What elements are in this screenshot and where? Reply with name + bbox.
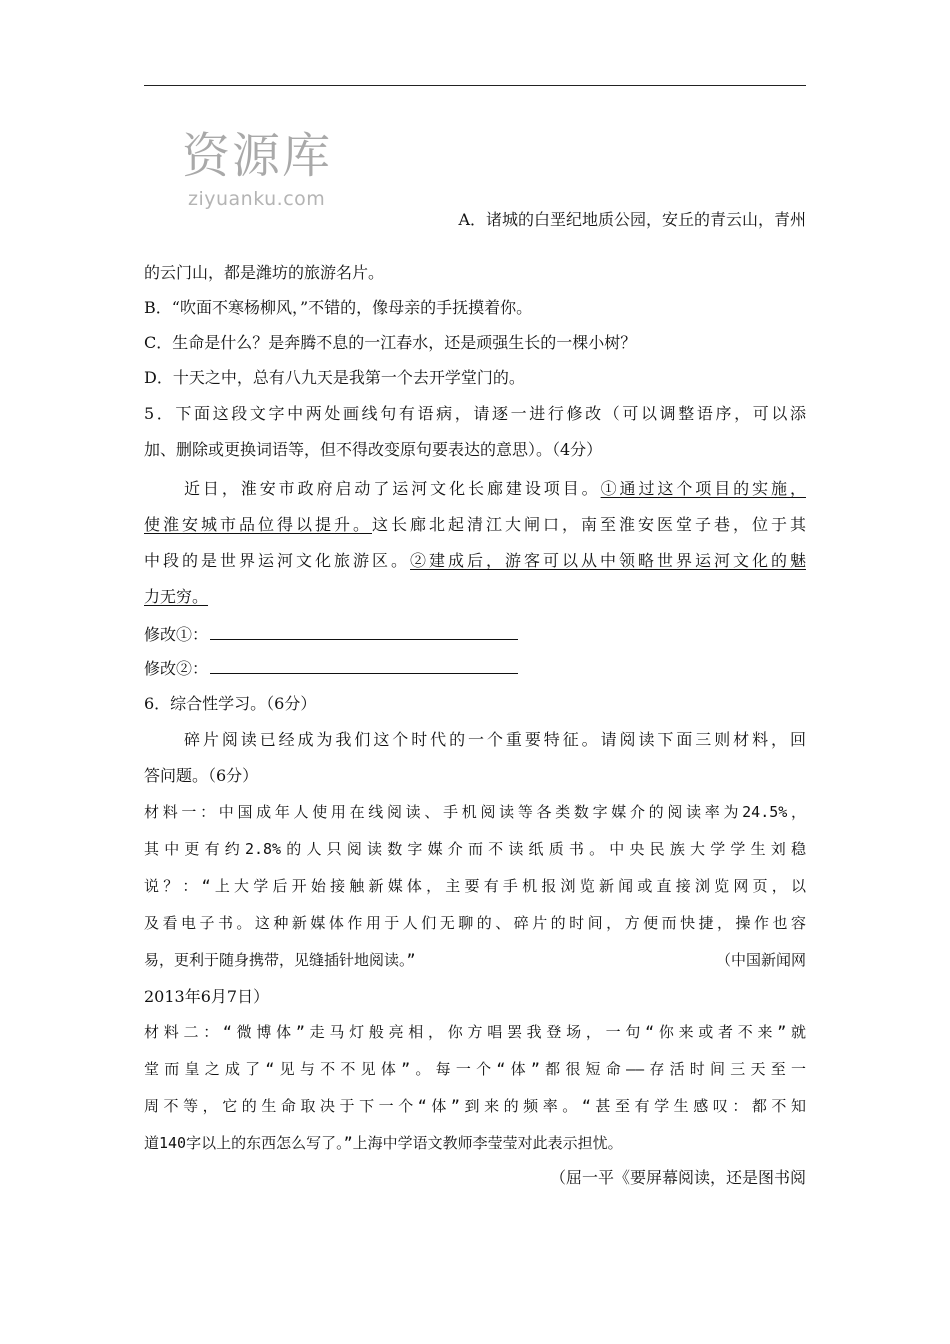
material-1-text: 易，更利于随身携带，见缝插针地阅读。” bbox=[144, 951, 416, 969]
option-a-line1: A．诸城的白垩纪地质公园，安丘的青云山，青州 bbox=[458, 210, 806, 229]
fix-1-row bbox=[144, 623, 806, 646]
option-b: B．“吹面不寒杨柳风，”不错的，像母亲的手抚摸着你。 bbox=[144, 298, 533, 317]
question-5-line2: 加、删除或更换词语等，但不得改变原句要表达的意思）。（4分） bbox=[144, 440, 603, 459]
material-2-source: （屈一平《要屏幕阅读，还是图书阅 bbox=[549, 1168, 806, 1187]
option-d: D．十天之中，总有八九天是我第一个去开学堂门的。 bbox=[144, 368, 525, 387]
underlined-sentence-1: ①通过这个项目的实施， bbox=[600, 479, 806, 498]
logo-chinese-text: 资源库 bbox=[182, 128, 333, 184]
material-1-line4: 及看电子书。这种新媒体作用于人们无聊的、碎片的时间，方便而快捷，操作也容 bbox=[144, 914, 806, 932]
option-a-line2: 的云门山，都是潍坊的旅游名片。 bbox=[144, 263, 385, 282]
passage-line1 bbox=[144, 478, 806, 500]
passage-line4 bbox=[144, 586, 806, 608]
fix-1-answer-blank[interactable] bbox=[210, 623, 518, 640]
material-2-line2: 堂而皇之成了“见与不不见体”。每一个“体”都很短命——存活时间三天至一 bbox=[144, 1060, 806, 1078]
question-6-intro-line2: 答问题。（6分） bbox=[144, 766, 259, 785]
fix-2-answer-blank[interactable] bbox=[210, 657, 518, 674]
material-1-line2: 其中更有约2.8%的人只阅读数字媒介而不读纸质书。中央民族大学学生刘稳 bbox=[144, 840, 806, 858]
fix-2-label: 修改②： bbox=[144, 659, 209, 678]
passage-line3 bbox=[144, 550, 806, 572]
fix-1-label: 修改①： bbox=[144, 625, 209, 644]
question-6-title: 6．综合性学习。（6分） bbox=[144, 694, 317, 713]
fix-2-row bbox=[144, 657, 806, 680]
material-1-source: （中国新闻网 bbox=[715, 951, 806, 969]
material-1-source-date: 2013年6月7日） bbox=[144, 987, 270, 1006]
question-6-intro-line1: 碎片阅读已经成为我们这个时代的一个重要特征。请阅读下面三则材料，回 bbox=[184, 730, 806, 749]
underlined-sentence-2-cont: 力无穷。 bbox=[144, 587, 209, 606]
option-c: C．生命是什么？是奔腾不息的一江春水，还是顽强生长的一棵小树？ bbox=[144, 333, 637, 352]
passage-line2 bbox=[144, 514, 806, 536]
watermark-logo bbox=[182, 128, 362, 218]
underlined-sentence-2: ②建成后，游客可以从中领略世界运河文化的魅 bbox=[410, 551, 806, 570]
material-1-line5 bbox=[144, 949, 806, 971]
passage-text: 近日，淮安市政府启动了运河文化长廊建设项目。 bbox=[184, 479, 601, 498]
underlined-sentence-1-cont: 使淮安城市品位得以提升。 bbox=[144, 515, 372, 534]
material-2-line1: 材料二：“微博体”走马灯般亮相，你方唱罢我登场，一句“你来或者不来”就 bbox=[144, 1023, 806, 1041]
passage-text: 中段的是世界运河文化旅游区。 bbox=[144, 551, 410, 570]
material-1-line3: 说？：“上大学后开始接触新媒体，主要有手机报浏览新闻或直接浏览网页，以 bbox=[144, 877, 806, 895]
header-rule bbox=[144, 85, 806, 86]
question-5-line1: 5．下面这段文字中两处画线句有语病，请逐一进行修改（可以调整语序，可以添 bbox=[144, 404, 806, 423]
material-1-line1: 材料一：中国成年人使用在线阅读、手机阅读等各类数字媒介的阅读率为24.5%， bbox=[144, 803, 806, 821]
logo-domain-text: ziyuanku.com bbox=[188, 188, 326, 210]
material-2-line3: 周不等，它的生命取决于下一个“体”到来的频率。“甚至有学生感叹：都不知 bbox=[144, 1097, 806, 1115]
material-2-line4: 道140字以上的东西怎么写了。”上海中学语文教师李莹莹对此表示担忧。 bbox=[144, 1134, 623, 1152]
passage-text: 这长廊北起清江大闸口，南至淮安医堂子巷，位于其 bbox=[372, 515, 806, 534]
